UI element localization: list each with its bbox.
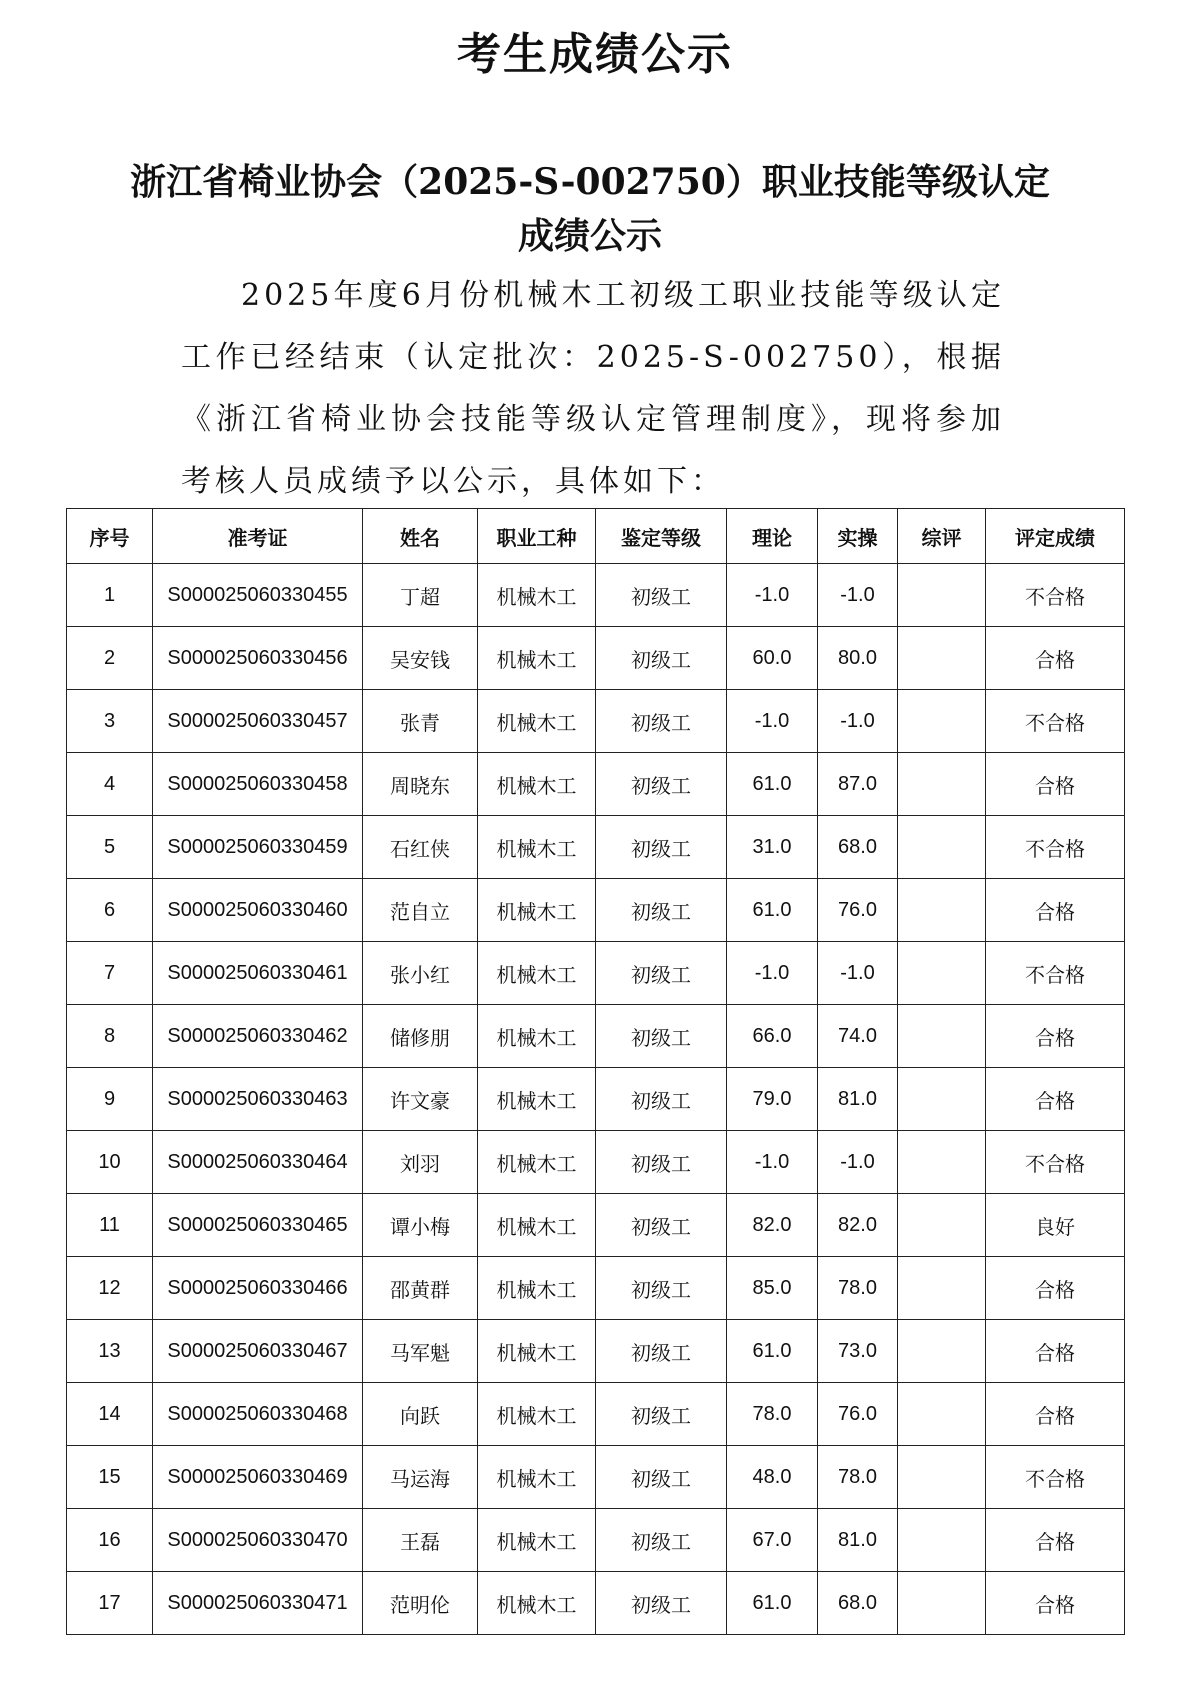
cell-name: 张青 (363, 690, 478, 753)
cell-job: 机械木工 (478, 1068, 596, 1131)
cell-overall (898, 1005, 986, 1068)
cell-practice: 76.0 (818, 879, 898, 942)
document-subtitle: 浙江省椅业协会（2025-S-002750）职业技能等级认定 (130, 161, 1050, 203)
table-row (67, 753, 1125, 816)
table-row (67, 1194, 1125, 1257)
cell-practice: -1.0 (818, 1131, 898, 1194)
cell-no: 9 (67, 1068, 153, 1131)
table-body (67, 564, 1125, 1635)
cell-job: 机械木工 (478, 1005, 596, 1068)
cell-level: 初级工 (596, 690, 727, 753)
cell-overall (898, 690, 986, 753)
cell-no: 11 (67, 1194, 153, 1257)
cell-result: 不合格 (986, 816, 1125, 879)
cell-ticket: S000025060330457 (153, 690, 363, 753)
table-row (67, 1446, 1125, 1509)
cell-job: 机械木工 (478, 879, 596, 942)
cell-overall (898, 1068, 986, 1131)
cell-result: 合格 (986, 1572, 1125, 1635)
cell-level: 初级工 (596, 1068, 727, 1131)
cell-theory: -1.0 (727, 942, 818, 1005)
cell-name: 王磊 (363, 1509, 478, 1572)
cell-overall (898, 1572, 986, 1635)
cell-ticket: S000025060330468 (153, 1383, 363, 1446)
column-header-practice: 实操 (818, 509, 898, 564)
cell-level: 初级工 (596, 1446, 727, 1509)
table-row (67, 1572, 1125, 1635)
column-header-name: 姓名 (363, 509, 478, 564)
cell-practice: -1.0 (818, 564, 898, 627)
cell-level: 初级工 (596, 564, 727, 627)
cell-theory: 78.0 (727, 1383, 818, 1446)
cell-ticket: S000025060330469 (153, 1446, 363, 1509)
cell-level: 初级工 (596, 1383, 727, 1446)
cell-level: 初级工 (596, 753, 727, 816)
table-row (67, 879, 1125, 942)
cell-name: 邵黄群 (363, 1257, 478, 1320)
table-row (67, 1320, 1125, 1383)
cell-overall (898, 564, 986, 627)
cell-name: 周晓东 (363, 753, 478, 816)
scores-table (66, 508, 1125, 1635)
cell-name: 刘羽 (363, 1131, 478, 1194)
cell-practice: -1.0 (818, 690, 898, 753)
cell-theory: 48.0 (727, 1446, 818, 1509)
cell-name: 马运海 (363, 1446, 478, 1509)
cell-job: 机械木工 (478, 564, 596, 627)
cell-job: 机械木工 (478, 1572, 596, 1635)
cell-job: 机械木工 (478, 753, 596, 816)
table-row (67, 1383, 1125, 1446)
cell-result: 不合格 (986, 1446, 1125, 1509)
cell-ticket: S000025060330465 (153, 1194, 363, 1257)
cell-practice: 80.0 (818, 627, 898, 690)
cell-ticket: S000025060330456 (153, 627, 363, 690)
column-header-level: 鉴定等级 (596, 509, 727, 564)
cell-theory: -1.0 (727, 690, 818, 753)
cell-practice: 82.0 (818, 1194, 898, 1257)
cell-no: 4 (67, 753, 153, 816)
cell-ticket: S000025060330466 (153, 1257, 363, 1320)
cell-job: 机械木工 (478, 627, 596, 690)
cell-result: 合格 (986, 627, 1125, 690)
cell-name: 谭小梅 (363, 1194, 478, 1257)
cell-name: 张小红 (363, 942, 478, 1005)
cell-practice: -1.0 (818, 942, 898, 1005)
cell-name: 石红侠 (363, 816, 478, 879)
document-subtitle-line2: 成绩公示 (517, 215, 662, 257)
table-row (67, 1509, 1125, 1572)
cell-job: 机械木工 (478, 1194, 596, 1257)
table-row (67, 627, 1125, 690)
cell-ticket: S000025060330463 (153, 1068, 363, 1131)
cell-no: 15 (67, 1446, 153, 1509)
cell-practice: 73.0 (818, 1320, 898, 1383)
cell-no: 1 (67, 564, 153, 627)
cell-no: 13 (67, 1320, 153, 1383)
cell-practice: 76.0 (818, 1383, 898, 1446)
cell-ticket: S000025060330471 (153, 1572, 363, 1635)
cell-result: 合格 (986, 1068, 1125, 1131)
cell-result: 合格 (986, 1320, 1125, 1383)
cell-no: 6 (67, 879, 153, 942)
cell-result: 合格 (986, 1383, 1125, 1446)
cell-theory: 61.0 (727, 1320, 818, 1383)
table-row (67, 816, 1125, 879)
cell-name: 吴安钱 (363, 627, 478, 690)
cell-result: 不合格 (986, 690, 1125, 753)
cell-level: 初级工 (596, 1572, 727, 1635)
table-row (67, 1068, 1125, 1131)
cell-overall (898, 753, 986, 816)
cell-name: 范明伦 (363, 1572, 478, 1635)
cell-theory: 82.0 (727, 1194, 818, 1257)
column-header-ticket: 准考证 (153, 509, 363, 564)
cell-level: 初级工 (596, 1131, 727, 1194)
cell-name: 丁超 (363, 564, 478, 627)
cell-overall (898, 816, 986, 879)
cell-ticket: S000025060330461 (153, 942, 363, 1005)
cell-theory: -1.0 (727, 564, 818, 627)
cell-ticket: S000025060330467 (153, 1320, 363, 1383)
cell-result: 合格 (986, 879, 1125, 942)
cell-level: 初级工 (596, 879, 727, 942)
cell-job: 机械木工 (478, 1383, 596, 1446)
column-header-result: 评定成绩 (986, 509, 1125, 564)
cell-no: 2 (67, 627, 153, 690)
cell-practice: 81.0 (818, 1509, 898, 1572)
cell-practice: 68.0 (818, 816, 898, 879)
cell-theory: 31.0 (727, 816, 818, 879)
cell-name: 向跃 (363, 1383, 478, 1446)
cell-no: 12 (67, 1257, 153, 1320)
table-row (67, 942, 1125, 1005)
cell-overall (898, 1509, 986, 1572)
cell-job: 机械木工 (478, 942, 596, 1005)
cell-theory: 61.0 (727, 1572, 818, 1635)
cell-no: 5 (67, 816, 153, 879)
cell-overall (898, 1194, 986, 1257)
cell-level: 初级工 (596, 1320, 727, 1383)
cell-theory: 67.0 (727, 1509, 818, 1572)
cell-job: 机械木工 (478, 1257, 596, 1320)
column-header-theory: 理论 (727, 509, 818, 564)
cell-overall (898, 1383, 986, 1446)
cell-result: 不合格 (986, 942, 1125, 1005)
cell-result: 良好 (986, 1194, 1125, 1257)
cell-job: 机械木工 (478, 1446, 596, 1509)
cell-practice: 78.0 (818, 1446, 898, 1509)
column-header-overall: 综评 (898, 509, 986, 564)
cell-no: 14 (67, 1383, 153, 1446)
cell-practice: 87.0 (818, 753, 898, 816)
cell-result: 合格 (986, 1257, 1125, 1320)
cell-job: 机械木工 (478, 1131, 596, 1194)
cell-level: 初级工 (596, 1005, 727, 1068)
column-header-job: 职业工种 (478, 509, 596, 564)
cell-level: 初级工 (596, 1509, 727, 1572)
cell-overall (898, 1320, 986, 1383)
cell-overall (898, 627, 986, 690)
cell-no: 3 (67, 690, 153, 753)
cell-level: 初级工 (596, 942, 727, 1005)
cell-result: 不合格 (986, 1131, 1125, 1194)
cell-theory: 85.0 (727, 1257, 818, 1320)
cell-overall (898, 879, 986, 942)
cell-result: 不合格 (986, 564, 1125, 627)
cell-name: 马军魁 (363, 1320, 478, 1383)
intro-paragraph: 2025年度6月份机械木工初级工职业技能等级认定工作已经结束（认定批次：2025-S-002750），根据《浙江省椅业协会技能等级认定管理制度》，现将参加考核人员成绩予以公示，具体如下： (181, 278, 1005, 499)
cell-name: 范自立 (363, 879, 478, 942)
column-header-no: 序号 (67, 509, 153, 564)
cell-level: 初级工 (596, 816, 727, 879)
cell-name: 许文豪 (363, 1068, 478, 1131)
cell-job: 机械木工 (478, 1320, 596, 1383)
cell-no: 10 (67, 1131, 153, 1194)
table-header-row (67, 509, 1125, 564)
table-row (67, 690, 1125, 753)
table-row (67, 1257, 1125, 1320)
cell-result: 合格 (986, 1005, 1125, 1068)
cell-ticket: S000025060330470 (153, 1509, 363, 1572)
cell-overall (898, 1446, 986, 1509)
cell-practice: 74.0 (818, 1005, 898, 1068)
cell-level: 初级工 (596, 1257, 727, 1320)
cell-result: 合格 (986, 753, 1125, 816)
table-row (67, 1005, 1125, 1068)
cell-overall (898, 1257, 986, 1320)
cell-practice: 68.0 (818, 1572, 898, 1635)
cell-level: 初级工 (596, 627, 727, 690)
cell-theory: 79.0 (727, 1068, 818, 1131)
cell-no: 7 (67, 942, 153, 1005)
cell-ticket: S000025060330464 (153, 1131, 363, 1194)
cell-theory: -1.0 (727, 1131, 818, 1194)
cell-ticket: S000025060330460 (153, 879, 363, 942)
cell-job: 机械木工 (478, 1509, 596, 1572)
cell-overall (898, 1131, 986, 1194)
cell-theory: 60.0 (727, 627, 818, 690)
cell-no: 8 (67, 1005, 153, 1068)
cell-theory: 66.0 (727, 1005, 818, 1068)
cell-result: 合格 (986, 1509, 1125, 1572)
cell-ticket: S000025060330458 (153, 753, 363, 816)
cell-practice: 81.0 (818, 1068, 898, 1131)
table-row (67, 1131, 1125, 1194)
cell-ticket: S000025060330462 (153, 1005, 363, 1068)
cell-theory: 61.0 (727, 879, 818, 942)
page-title: 考生成绩公示 (457, 29, 733, 80)
cell-job: 机械木工 (478, 816, 596, 879)
cell-overall (898, 942, 986, 1005)
table-row (67, 564, 1125, 627)
cell-job: 机械木工 (478, 690, 596, 753)
cell-level: 初级工 (596, 1194, 727, 1257)
cell-ticket: S000025060330459 (153, 816, 363, 879)
cell-name: 储修朋 (363, 1005, 478, 1068)
cell-practice: 78.0 (818, 1257, 898, 1320)
cell-no: 17 (67, 1572, 153, 1635)
cell-ticket: S000025060330455 (153, 564, 363, 627)
cell-no: 16 (67, 1509, 153, 1572)
cell-theory: 61.0 (727, 753, 818, 816)
